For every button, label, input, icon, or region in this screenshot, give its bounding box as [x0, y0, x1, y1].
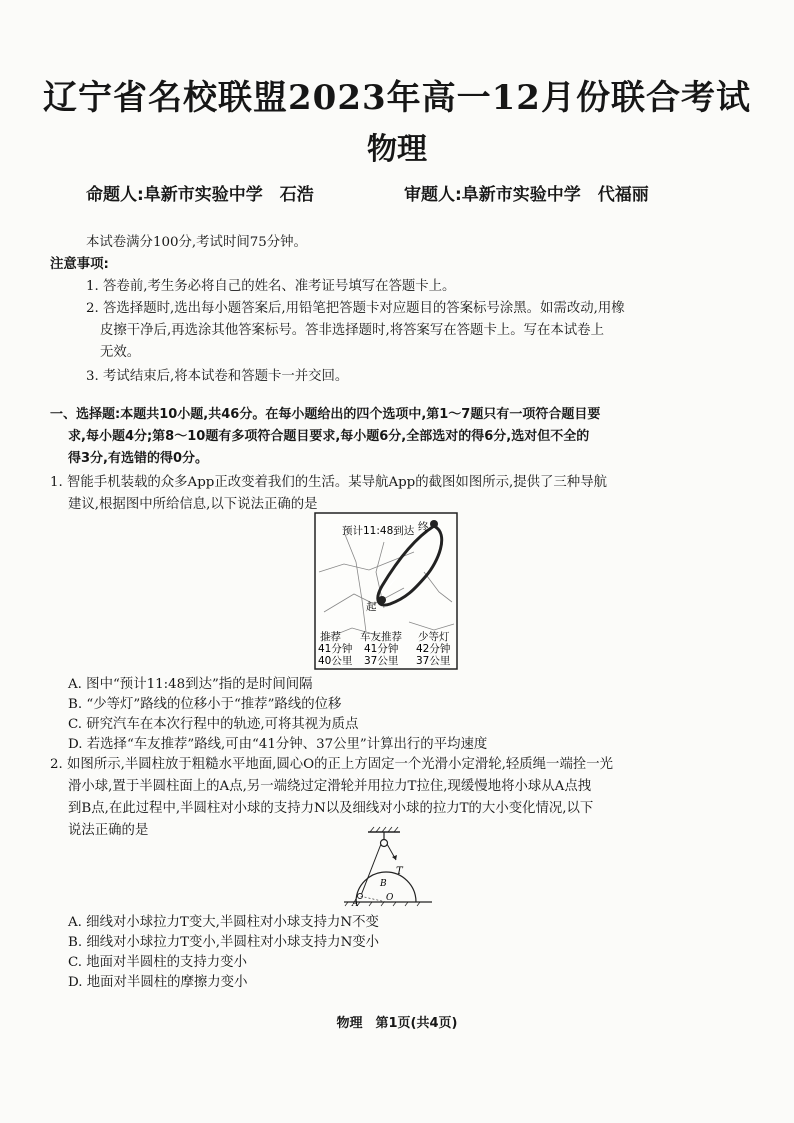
- notes-title: 注意事项:: [50, 257, 109, 272]
- option-b: B. 细线对小球拉力T变小,半圆柱对小球支持力N变小: [68, 935, 380, 950]
- point-b-label: B: [380, 879, 387, 889]
- question-stem: 滑小球,置于半圆柱面上的A点,另一端绕过定滑轮并用拉力T拉住,现缓慢地将小球从A点拽: [68, 779, 592, 794]
- route-name: 少等灯: [418, 631, 450, 643]
- section-heading: 一、选择题:本题共10小题,共46分。在每小题给出的四个选项中,第1～7题只有一项符合题目要: [50, 407, 601, 422]
- route-time: 42分钟: [416, 643, 451, 655]
- option-d: D. 地面对半圆柱的摩擦力变小: [68, 975, 248, 990]
- option-b: B. “少等灯”路线的位移小于“推荐”路线的位移: [68, 697, 342, 712]
- exam-subject: 物理: [367, 132, 427, 167]
- center-o-label: O: [386, 893, 394, 903]
- section-heading: 得3分,有选错的得0分。: [68, 451, 209, 466]
- route-time: 41分钟: [318, 643, 353, 655]
- route-name: 推荐: [320, 631, 341, 643]
- route-time: 41分钟: [364, 643, 399, 655]
- option-d: D. 若选择“车友推荐”路线,可由“41分钟、37公里”计算出行的平均速度: [68, 737, 488, 752]
- route-distance: 40公里: [318, 655, 353, 667]
- end-marker-label: 终: [418, 521, 429, 533]
- section-heading: 求,每小题4分;第8～10题有多项符合题目要求,每小题6分,全部选对的得6分,选对但不全的: [68, 429, 590, 444]
- question-stem: 到B点,在此过程中,半圆柱对小球的支持力N以及细线对小球的拉力T的大小变化情况,以下: [68, 801, 594, 816]
- note-item: 1. 答卷前,考生务必将自己的姓名、准考证号填写在答题卡上。: [86, 279, 456, 294]
- page-footer: 物理 第1页(共4页): [336, 1016, 458, 1031]
- author-reviewer: 审题人:阜新市实验中学 代福丽: [404, 185, 649, 205]
- question-stem: 2. 如图所示,半圆柱放于粗糙水平地面,圆心O的正上方固定一个光滑小定滑轮,轻质绳一端拴一光: [50, 757, 614, 772]
- route-option-friends: [360, 630, 402, 667]
- option-a: A. 图中“预计11:48到达”指的是时间间隔: [68, 677, 313, 692]
- start-marker-label: 起: [366, 601, 377, 613]
- option-c: C. 地面对半圆柱的支持力变小: [68, 955, 247, 970]
- exam-title: 辽宁省名校联盟2023年高一12月份联合考试: [43, 78, 751, 118]
- note-item: 无效。: [100, 345, 141, 360]
- note-item: 2. 答选择题时,选出每小题答案后,用铅笔把答题卡对应题目的答案标号涂黑。如需改动,用橡: [86, 301, 625, 316]
- note-item: 3. 考试结束后,将本试卷和答题卡一并交回。: [86, 369, 349, 384]
- route-option-fewer-lights: [416, 630, 451, 667]
- route-distance: 37公里: [416, 655, 451, 667]
- author-proposer: 命题人:阜新市实验中学 石浩: [86, 185, 314, 205]
- note-item: 皮擦干净后,再选涂其他答案标号。答非选择题时,将答案写在答题卡上。写在本试卷上: [100, 323, 604, 338]
- point-a-label: A: [352, 899, 359, 908]
- option-c: C. 研究汽车在本次行程中的轨迹,可将其视为质点: [68, 717, 359, 732]
- navigation-map-figure: [314, 512, 458, 670]
- question-stem: 说法正确的是: [68, 823, 149, 838]
- semicylinder-pulley-figure: [340, 826, 440, 908]
- eta-label: 预计11:48到达: [342, 525, 415, 537]
- tension-label: T: [396, 866, 403, 877]
- route-name: 车友推荐: [360, 631, 402, 643]
- question-stem: 1. 智能手机装载的众多App正改变着我们的生活。某导航App的截图如图所示,提供了三种导航: [50, 475, 607, 490]
- route-distance: 37公里: [364, 655, 399, 667]
- question-stem: 建议,根据图中所给信息,以下说法正确的是: [68, 497, 318, 512]
- score-time-info: 本试卷满分100分,考试时间75分钟。: [86, 235, 307, 250]
- option-a: A. 细线对小球拉力T变大,半圆柱对小球支持力N不变: [68, 915, 379, 930]
